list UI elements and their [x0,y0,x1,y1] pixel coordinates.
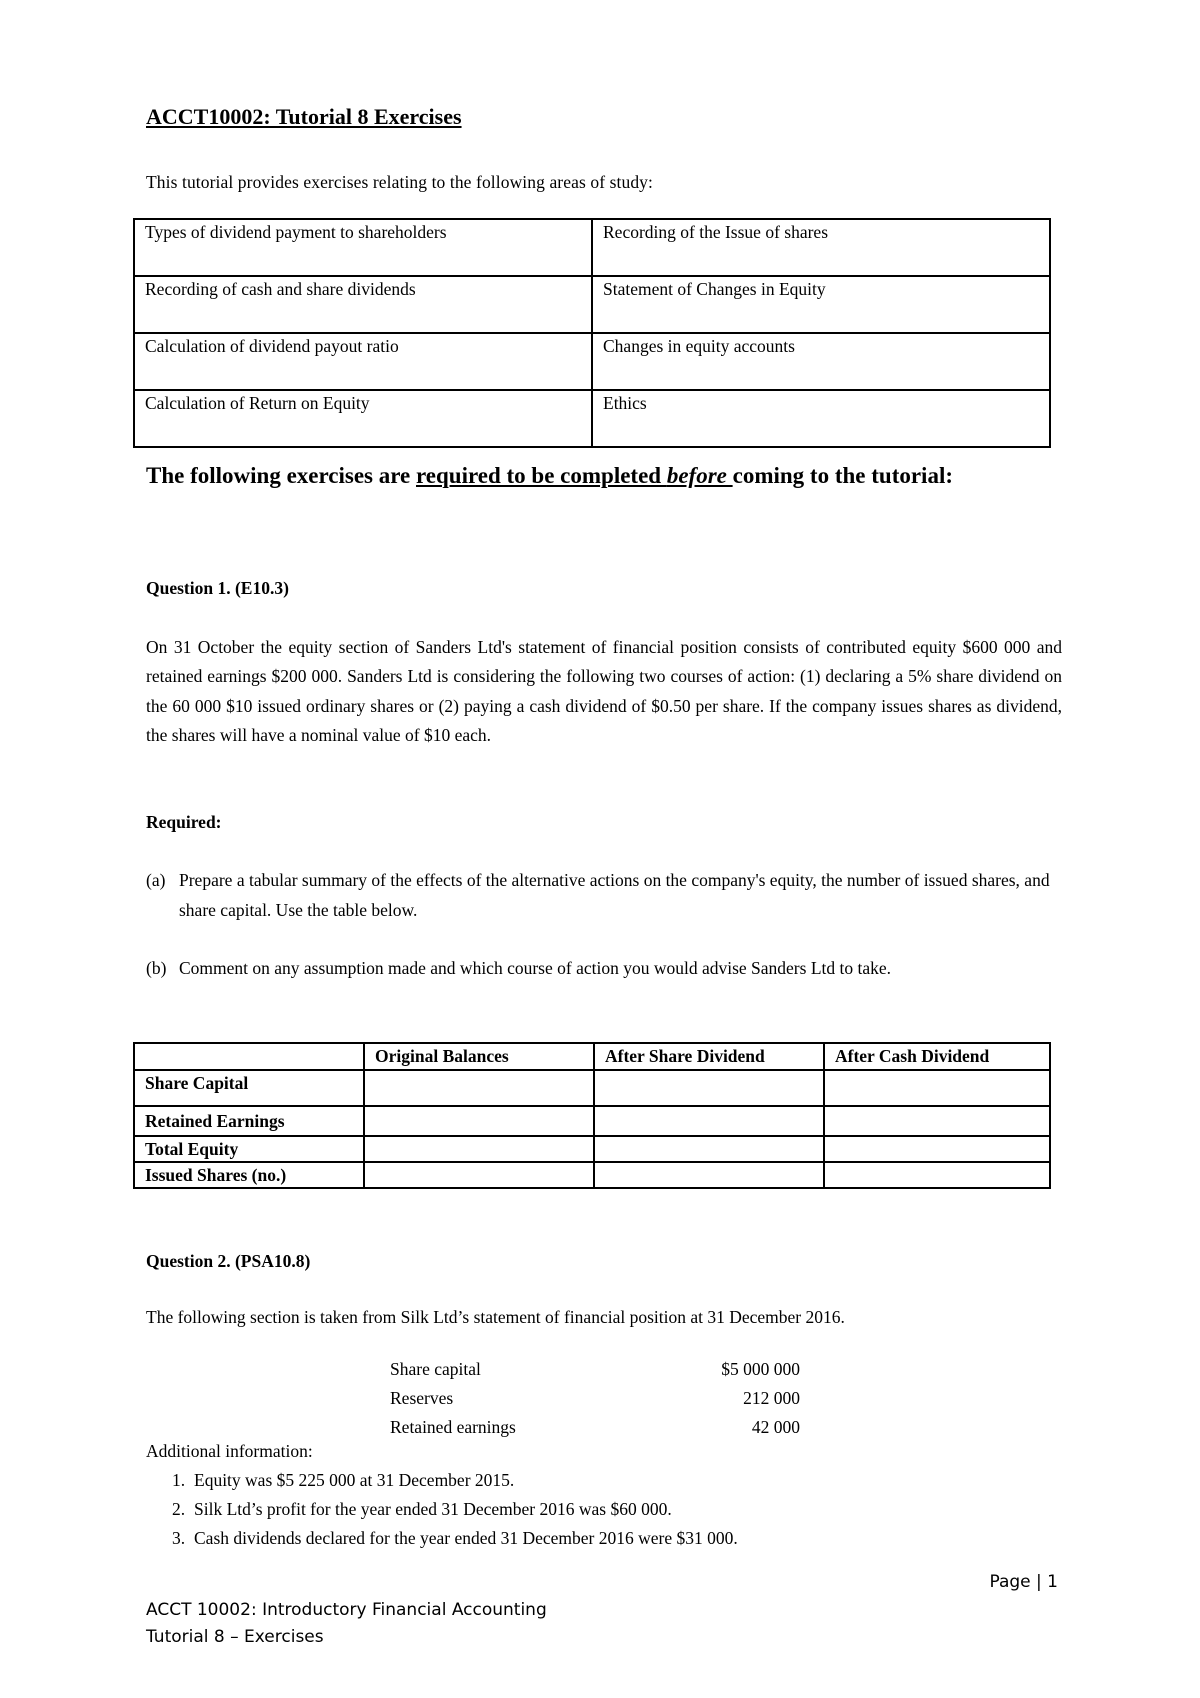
item-text: Cash dividends declared for the year ended 31 December 2016 were $31 000. [194,1528,738,1548]
empty-cell [824,1106,1050,1136]
required-label: Required: [146,812,222,832]
question-2-body: The following section is taken from Silk Ltd’s statement of financial position at 31 December 2016. [146,1307,845,1327]
empty-cell [594,1070,824,1106]
table-row [134,1106,1050,1136]
heading-italic: before [666,463,733,488]
list-item [146,866,1066,925]
empty-cell [364,1106,594,1136]
item-number: 3. [172,1528,186,1548]
figure-label: Reserves [390,1388,454,1408]
table-row [134,1162,1050,1188]
table-cell: Statement of Changes in Equity [592,276,1050,333]
row-label: Retained Earnings [134,1106,364,1136]
heading-part: coming to the tutorial: [732,463,954,488]
table-header-cell: After Cash Dividend [824,1043,1050,1070]
intro-text: This tutorial provides exercises relating to the following areas of study: [146,172,653,192]
summary-table [133,1042,1051,1189]
item-text: Silk Ltd’s profit for the year ended 31 December 2016 was $60 000. [194,1499,672,1519]
table-row [134,219,1050,276]
item-number: 1. [172,1470,186,1490]
row-label: Share Capital [134,1070,364,1106]
page-number: Page | 1 [989,1572,1058,1592]
list-item [146,954,1066,984]
question-1-title: Question 1. (E10.3) [146,578,289,598]
footer-course-name: Introductory Financial Accounting [256,1600,547,1620]
table-cell: Calculation of dividend payout ratio [134,333,592,390]
study-areas-table [133,218,1051,448]
table-cell: Recording of the Issue of shares [592,219,1050,276]
table-cell: Calculation of Return on Equity [134,390,592,447]
document-title: ACCT10002: Tutorial 8 Exercises [146,104,462,129]
figure-row [0,1413,1200,1443]
table-row [134,333,1050,390]
list-item-text: Comment on any assumption made and which course of action you would advise Sanders Ltd to take. [179,958,892,978]
footer-course [146,1600,547,1620]
empty-cell [824,1136,1050,1162]
item-text: Equity was $5 225 000 at 31 December 2015. [194,1470,515,1490]
table-header-cell: After Share Dividend [594,1043,824,1070]
list-item-label: (b) [146,958,167,978]
table-header-cell [134,1043,364,1070]
item-number: 2. [172,1499,186,1519]
list-item-label: (a) [146,870,166,890]
table-row [134,276,1050,333]
table-header-cell: Original Balances [364,1043,594,1070]
list-item-text: Prepare a tabular summary of the effects of the alternative actions on the company's equity, the number of issued shares, and share capital. Use the table below. [179,870,1050,920]
heading-part: The following exercises are [146,463,416,488]
figure-value: 212 000 [743,1388,800,1408]
question-1-body: On 31 October the equity section of Sanders Ltd's statement of financial position consists of contributed equity $600 000 and retained earnings $200 000. Sanders Ltd is considering the following two courses of action: (1) declaring a 5% share dividend on the 60 000 $10 issued ordinary shares or (2) paying a cash dividend of $0.50 per share. If the company issues shares as dividend, the shares will have a nominal value of $10 each. [146,637,1062,745]
table-cell: Types of dividend payment to shareholders [134,219,592,276]
figure-row [0,1384,1200,1414]
table-cell: Recording of cash and share dividends [134,276,592,333]
footer-subtitle: Tutorial 8 – Exercises [146,1627,324,1647]
row-label: Issued Shares (no.) [134,1162,364,1188]
empty-cell [364,1070,594,1106]
table-row [134,1070,1050,1106]
figure-value: $5 000 000 [721,1359,800,1379]
figure-row [0,1355,1200,1385]
required-heading [146,460,1066,491]
row-label: Total Equity [134,1136,364,1162]
empty-cell [824,1070,1050,1106]
table-cell: Ethics [592,390,1050,447]
empty-cell [824,1162,1050,1188]
empty-cell [594,1136,824,1162]
table-row [134,1136,1050,1162]
additional-info-label: Additional information: [146,1441,313,1461]
figure-label: Share capital [390,1359,481,1379]
question-2-title: Question 2. (PSA10.8) [146,1251,311,1271]
figure-value: 42 000 [751,1417,800,1437]
heading-underlined: required to be completed [416,463,667,488]
table-header-row [134,1043,1050,1070]
empty-cell [594,1162,824,1188]
footer-course-code: ACCT 10002: [146,1600,257,1620]
empty-cell [364,1136,594,1162]
empty-cell [364,1162,594,1188]
empty-cell [594,1106,824,1136]
figure-label: Retained earnings [390,1417,516,1437]
table-cell: Changes in equity accounts [592,333,1050,390]
table-row [134,390,1050,447]
